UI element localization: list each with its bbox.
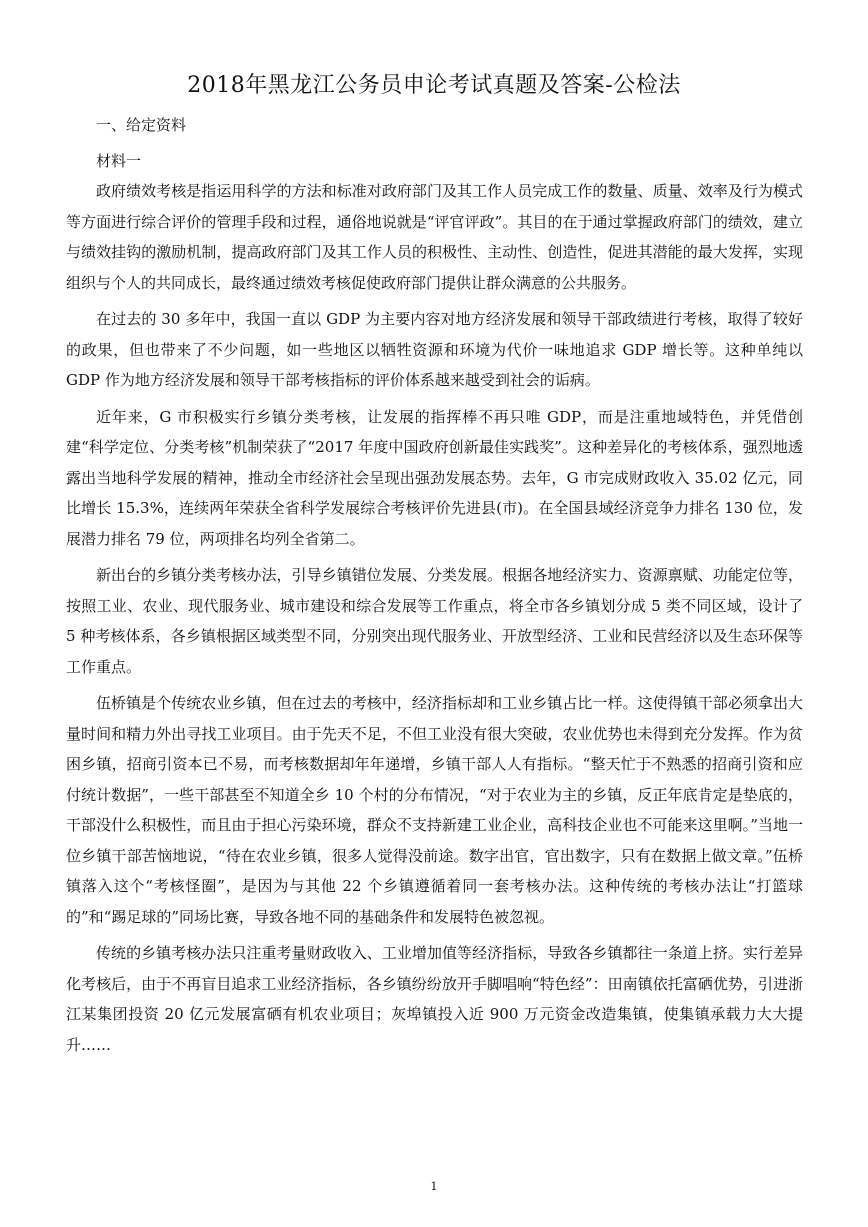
paragraph: 近年来，G 市积极实行乡镇分类考核，让发展的指挥棒不再只唯 GDP，而是注重地域特色，并凭借创建“科学定位、分类考核”机制荣获了“2017 年度中国政府创新最佳实践奖”。这种差异化的考核体系，强烈地透露出当地科学发展的精神，推动全市经济社会呈现出强劲发展态势。去年，G 市完成财政收入 35.02 亿元，同比增长 15.3%，连续两年荣获全省科学发展综合考核评价先进县(市)。在全国县域经济竞争力排名 130 位，发展潜力排名 79 位，两项排名均列全省第二。 (66, 407, 803, 548)
paragraph: 伍桥镇是个传统农业乡镇，但在过去的考核中，经济指标却和工业乡镇占比一样。这使得镇干部必须拿出大量时间和精力外出寻找工业项目。由于先天不足，不但工业没有很大突破，农业优势也未得到充分发挥。作为贫困乡镇，招商引资本已不易，而考核数据却年年递增，乡镇干部人人有指标。“整天忙于不熟悉的招商引资和应付统计数据”，一些干部甚至不知道全乡 10 个村的分布情况，“对于农业为主的乡镇，反正年底肯定是垫底的，干部没什么积极性，而且由于担心污染环境，群众不支持新建工业企业，高科技企业也不可能来这里啊。”当地一位乡镇干部苦恼地说，“待在农业乡镇，很多人觉得没前途。数字出官，官出数字，只有在数据上做文章。”伍桥镇落入这个“考核怪圈”，是因为与其他 22 个乡镇遵循着同一套考核办法。这种传统的考核办法让“打篮球的”和“踢足球的”同场比赛，导致各地不同的基础条件和发展特色被忽视。 (66, 694, 803, 926)
paragraph: 在过去的 30 多年中，我国一直以 GDP 为主要内容对地方经济发展和领导干部政绩进行考核，取得了较好的政果，但也带来了不少问题，如一些地区以牺牲资源和环境为代价一味地追求 GDP 增长等。这种单纯以 GDP 作为地方经济发展和领导干部考核指标的评价体系越来越受到社会的诟病。 (66, 310, 803, 389)
paragraph: 传统的乡镇考核办法只注重考量财政收入、工业增加值等经济指标，导致各乡镇都往一条道上挤。实行差异化考核后，由于不再盲目追求工业经济指标，各乡镇纷纷放开手脚唱响“特色经”：田南镇依托富硒优势，引进浙江某集团投资 20 亿元发展富硒有机农业项目；灰埠镇投入近 900 万元资金改造集镇，使集镇承载力大大提升…… (66, 944, 803, 1054)
document-body (66, 176, 803, 1066)
document-title: 2018年黑龙江公务员申论考试真题及答案-公检法 (187, 73, 681, 98)
section-heading: 一、给定资料 (96, 116, 187, 134)
paragraph: 新出台的乡镇分类考核办法，引导乡镇错位发展、分类发展。根据各地经济实力、资源禀赋、功能定位等，按照工业、农业、现代服务业、城市建设和综合发展等工作重点，将全市各乡镇划分成 5 类不同区域，设计了 5 种考核体系，各乡镇根据区域类型不同，分别突出现代服务业、开放型经济、工业和民营经济以及生态环保等工作重点。 (66, 566, 803, 676)
page-number: 1 (430, 1180, 438, 1193)
paragraph: 政府绩效考核是指运用科学的方法和标准对政府部门及其工作人员完成工作的数量、质量、效率及行为模式等方面进行综合评价的管理手段和过程，通俗地说就是“评官评政”。其目的在于通过掌握政府部门的绩效，建立与绩效挂钩的激励机制，提高政府部门及其工作人员的积极性、主动性、创造性，促进其潜能的最大发挥，实现组织与个人的共同成长，最终通过绩效考核促使政府部门提供让群众满意的公共服务。 (66, 182, 803, 292)
material-heading: 材料一 (96, 152, 142, 170)
